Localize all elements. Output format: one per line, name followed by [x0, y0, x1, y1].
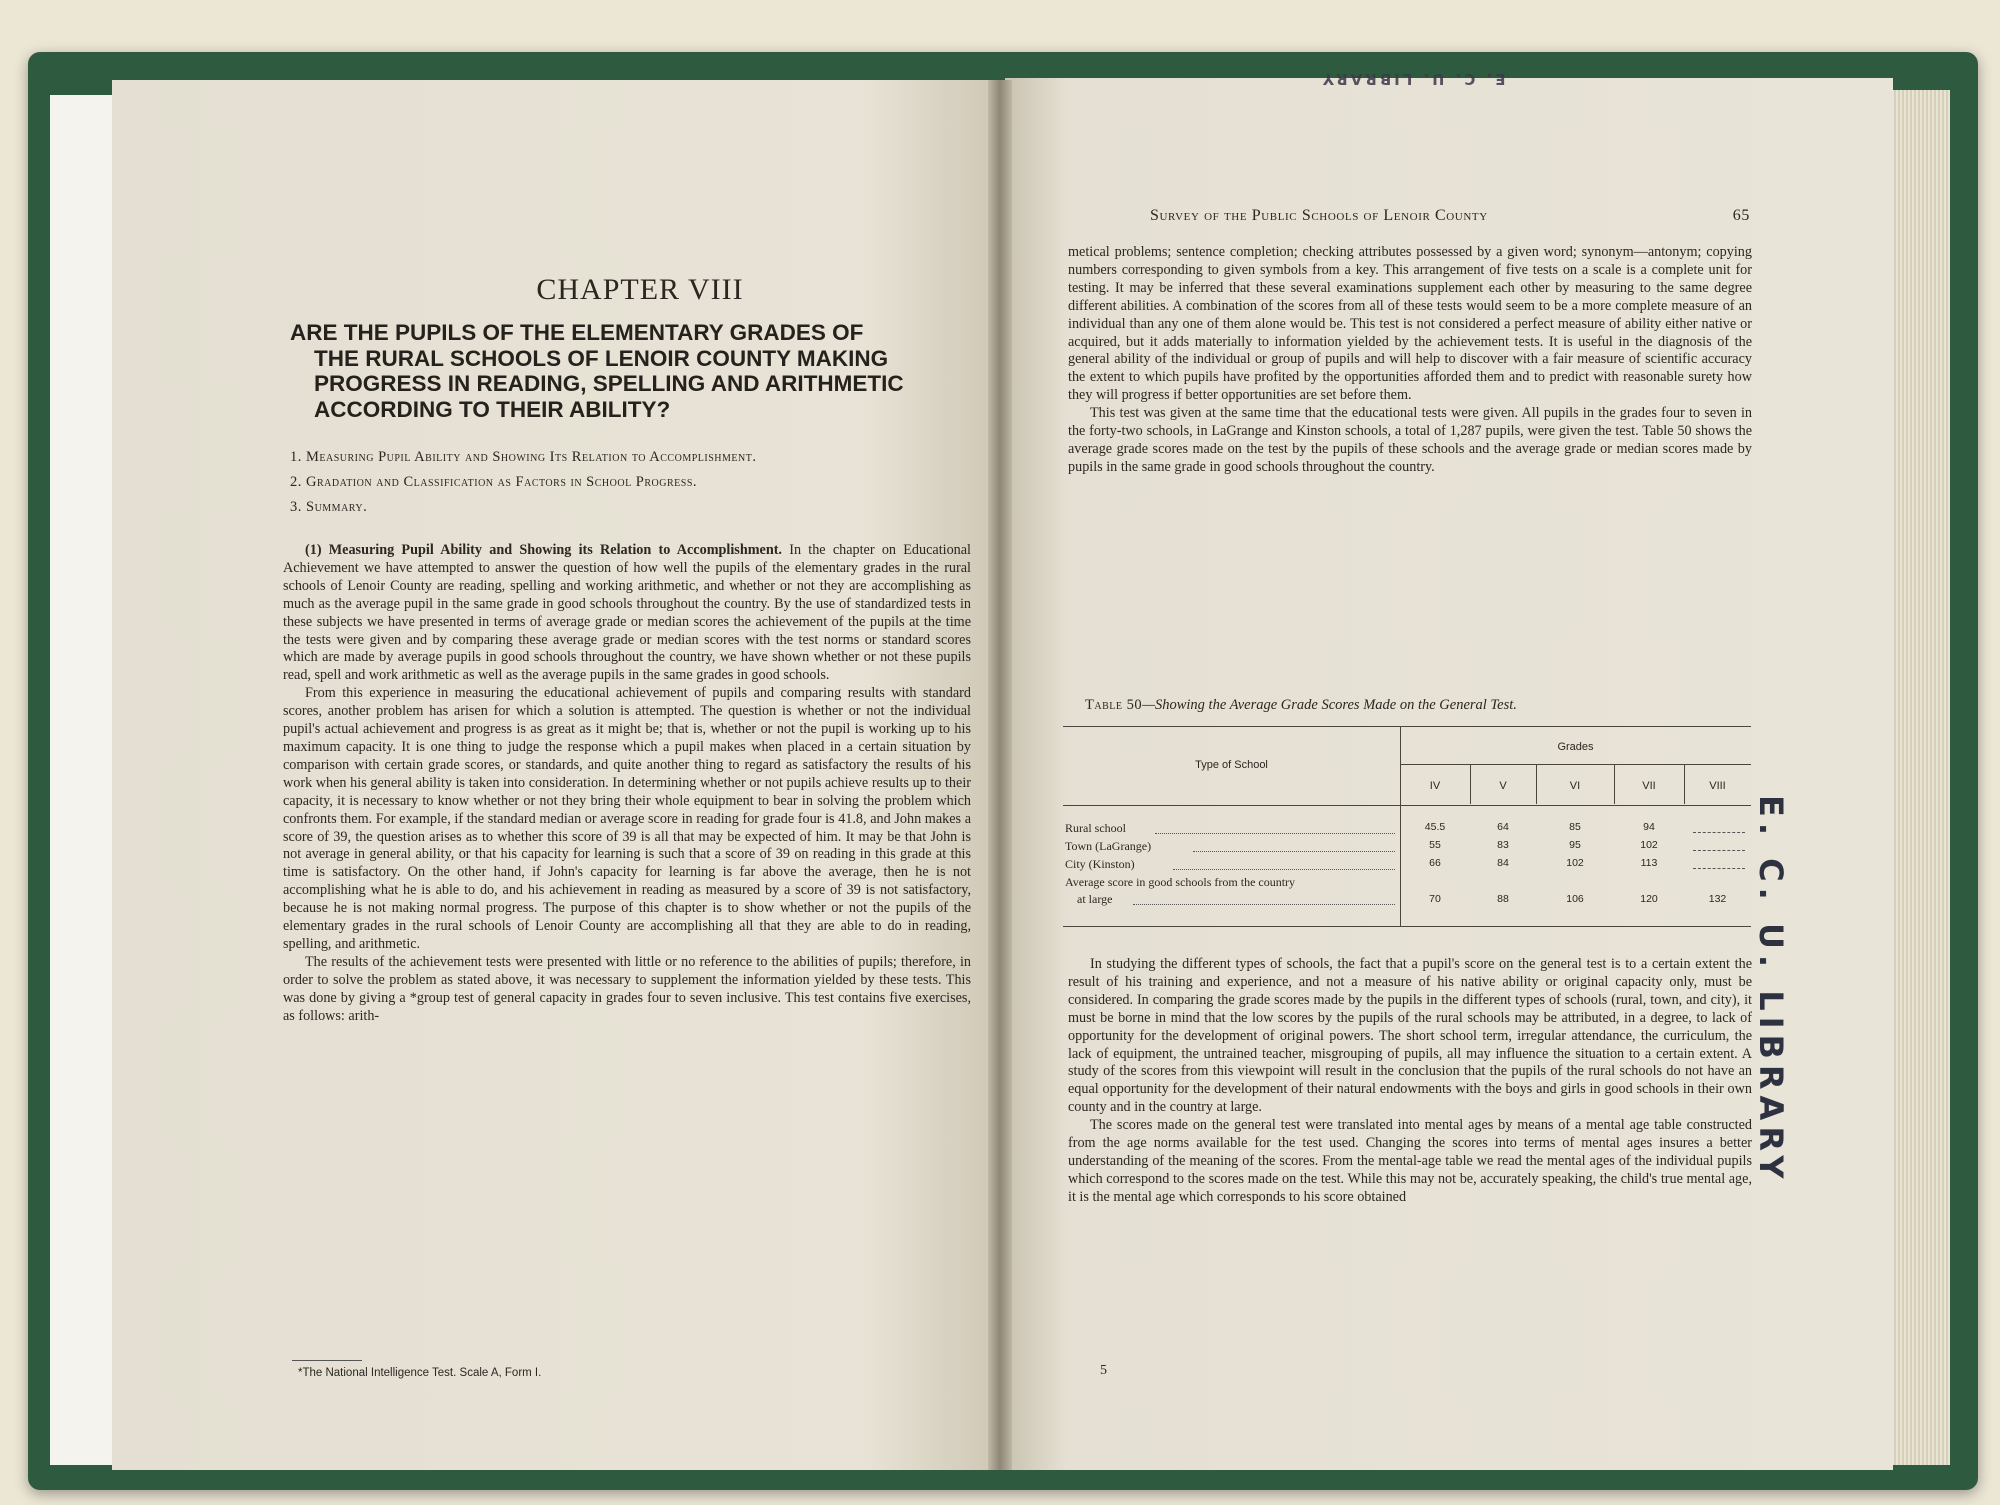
- grade-header: VII: [1642, 780, 1656, 792]
- score-cell: 70: [1429, 893, 1441, 905]
- col-header-type: Type of School: [1195, 759, 1268, 771]
- section-heading: (1) Measuring Pupil Ability and Showing its Relation to Accomplishment.: [305, 542, 782, 558]
- running-title: Survey of the Public Schools of Lenoir County: [1150, 207, 1488, 224]
- table-caption: [1085, 697, 1735, 714]
- right-body-text-top: [1068, 244, 1752, 477]
- paragraph: This test was given at the same time that the educational tests were given. All pupils in the grades four to seven in the forty-two schools, in LaGrange and Kinston schools, a total of 1,287 pupils, were given the test. Table 50 shows the average grade scores made on the test by the pupils of these schools and the average grade or median scores made by pupils in the same grade in good schools throughout the country.: [1068, 405, 1752, 475]
- table-bottom-rule: [1063, 926, 1751, 927]
- row-label: Town (LaGrange): [1065, 839, 1152, 853]
- score-cell: 132: [1708, 893, 1727, 905]
- row-label: City (Kinston): [1065, 857, 1135, 871]
- score-cell: 85: [1569, 821, 1581, 833]
- grade-header: IV: [1429, 780, 1441, 792]
- score-cell: 66: [1429, 857, 1441, 869]
- score-cell: 102: [1640, 839, 1658, 851]
- table-caption-text: —Showing the Average Grade Scores Made on the General Test.: [1142, 697, 1517, 713]
- empty-cell-dash: [1693, 832, 1745, 833]
- paragraph-text: In the chapter on Educational Achievement we have attempted to answer the question of how well the pupils of the elementary grades in the rural schools of Lenoir County are reading, spelling and working arithmetic, and whether or not they are accomplishing as much as the average pupil in the same grade in good schools throughout the country. By the use of standardized tests in these subjects we have presented in terms of average grade or median scores the achievement of the pupils at the time the tests were given and by comparing these average grade or median scores with the test norms or standard scores which are made by average pupils in good schools throughout the country, we have shown whether or not these pupils read, spell and work arithmetic as well as the average pupils in the same grades in good schools.: [283, 542, 971, 684]
- empty-cell-dash: [1693, 868, 1745, 869]
- paragraph: The results of the achievement tests were presented with little or no reference to the abilities of pupils; therefore, in order to solve the problem as stated above, it was necessary to supplement the information yielded by these tests. This was done by giving a *group test of general capacity in grades four to seven inclusive. This test contains five exercises, as follows: arith-: [283, 953, 971, 1024]
- score-cell: 113: [1640, 857, 1658, 869]
- heading-line: PROGRESS IN READING, SPELLING AND ARITHMETIC: [314, 371, 904, 396]
- heading-line: THE RURAL SCHOOLS OF LENOIR COUNTY MAKING: [314, 345, 889, 371]
- chapter-contents: [290, 445, 980, 520]
- chapter-heading: [290, 320, 975, 422]
- score-cell: 84: [1497, 857, 1509, 869]
- table-label: Table 50: [1085, 697, 1143, 713]
- score-cell: 83: [1497, 839, 1509, 851]
- page-edge-right: [1888, 90, 1950, 1465]
- score-cell: 88: [1497, 893, 1509, 905]
- right-body-text-bottom: [1068, 956, 1752, 1207]
- score-cell: 55: [1429, 839, 1441, 851]
- empty-cell-dash: [1693, 850, 1745, 851]
- footnote: *The National Intelligence Test. Scale A, Form I.: [298, 1367, 542, 1379]
- scores-table: [1063, 722, 1751, 930]
- table-header-rule: [1063, 805, 1751, 806]
- page-number: 65: [1732, 207, 1750, 224]
- paragraph: metical problems; sentence completion; checking attributes possessed by a given word; synonym—antonym; copying numbers corresponding to given symbols from a key. This arrangement of five tests on a scale is a complete unit for testing. It may be inferred that these several examinations supplement each other by measuring to the same degree different abilities. A combination of the scores from all of these tests would seem to be a more complete measure of an individual than any one of them alone would be. This test is not considered a perfect measure of ability either native or acquired, but it adds materially to information yielded by the achievement tests. It is useful in the diagnosis of the general ability of the individual or group of pupils and will help to discover with a fair measure of scientific accuracy the extent to which pupils have profited by the opportunities afforded them and to predict with reasonable surety how they will progress if better opportunities are set before them.: [1068, 244, 1752, 404]
- paragraph: From this experience in measuring the educational achievement of pupils and comparing results with standard scores, another problem has arisen for which a solution is attempted. The question is whether or not the individual pupil's actual achievement and progress is as great as it might be; that is, whether or not the pupil is working up to his maximum capacity. It is one thing to judge the response which a pupil makes when placed in a certain situation by comparison with certain grade scores, or standards, and quite another thing to regard as satisfactory the results of his work when his general ability is taken into consideration. In determining whether or not pupils achieve results up to their capacity, it is necessary to know whether or not they bring their whole equipment to bear in solving the problem which confronts them. For example, if the standard median or average score in reading for grade four is 41.8, and John makes a score of 39, the question arises as to whether this score of 39 is all that may be expected of him. It may be that John is not average in general ability, or that his capacity for learning is such that a score of 39 on reading in this grade at this time is satisfactory. On the other hand, if John's capacity for learning is far above the average, then he is not accomplishing what he is able to do, and his achievement in reading as measured by a score of 39 is not satisfactory, because he is not making normal progress. The purpose of this chapter is to show whether or not the pupils of the elementary grades in the rural schools of Lenoir County are accomplishing all that they are able to do in reading, spelling, and arithmetic.: [283, 685, 971, 952]
- grade-header: V: [1499, 780, 1507, 792]
- toc-item: 2. Gradation and Classification as Factors in School Progress.: [290, 474, 698, 490]
- score-cell: 102: [1566, 857, 1584, 869]
- grade-header: VI: [1569, 780, 1581, 792]
- paragraph: The scores made on the general test were translated into mental ages by means of a mental age table constructed from the age norms available for the test used. Changing the scores into terms of mental ages insures a better understanding of the meaning of the scores. From the mental-age table we read the mental ages of the individual pupils which correspond to the scores made on the test. While this may not be, accurately speaking, the child's true mental age, it is the mental age which corresponds to his score obtained: [1068, 1117, 1752, 1205]
- heading-line: ACCORDING TO THEIR ABILITY?: [314, 396, 671, 422]
- grade-header: VIII: [1709, 780, 1726, 792]
- leader-dots: [1173, 869, 1395, 870]
- chapter-title: CHAPTER VIII: [536, 273, 744, 306]
- row-label: Average score in good schools from the country: [1065, 875, 1296, 889]
- footnote-rule: [292, 1360, 362, 1361]
- library-stamp-top: E. C. U. LIBRARY: [1320, 70, 1506, 88]
- score-cell: 120: [1640, 893, 1658, 905]
- leader-dots: [1155, 833, 1395, 834]
- book-gutter: [988, 80, 1012, 1470]
- score-cell: 94: [1643, 821, 1655, 833]
- paragraph: In studying the different types of schools, the fact that a pupil's score on the general test is to a certain extent the result of his training and experience, and not a measure of his native ability or original capacity only, must be considered. In comparing the grade scores made by the pupils in the different types of schools (rural, town, and city), it must be borne in mind that the low scores by the pupils of the rural schools may be attributed, in a degree, to lack of opportunity for the development of original powers. The short school term, irregular attendance, the curriculum, the lack of equipment, the untrained teacher, misgrouping of pupils, all may influence the situation to a certain extent. A study of the scores from this viewpoint will result in the conclusion that the pupils of the rural schools do not have an equal opportunity for the development of their natural endowments with the boys and girls in good schools in their own county and in the country at large.: [1068, 956, 1752, 1116]
- toc-item: 3. Summary.: [290, 499, 368, 515]
- score-cell: 45.5: [1424, 821, 1446, 833]
- left-body-text: [283, 542, 971, 1025]
- row-label: Rural school: [1065, 821, 1126, 835]
- library-stamp-side: E. C. U. LIBRARY: [1752, 795, 1790, 1185]
- score-cell: 106: [1566, 893, 1584, 905]
- row-label: at large: [1077, 892, 1113, 906]
- heading-line: ARE THE PUPILS OF THE ELEMENTARY GRADES OF: [290, 320, 864, 345]
- table-top-rule: [1063, 726, 1751, 727]
- leader-dots: [1193, 851, 1395, 852]
- score-cell: 64: [1497, 821, 1509, 833]
- signature-mark: 5: [1100, 1363, 1107, 1378]
- score-cell: 95: [1569, 839, 1581, 851]
- paragraph: [283, 542, 971, 685]
- grades-rule: [1400, 764, 1751, 765]
- col-header-grades: Grades: [1557, 741, 1594, 753]
- leader-dots: [1133, 904, 1395, 905]
- toc-item: 1. Measuring Pupil Ability and Showing Its Relation to Accomplishment.: [290, 449, 757, 465]
